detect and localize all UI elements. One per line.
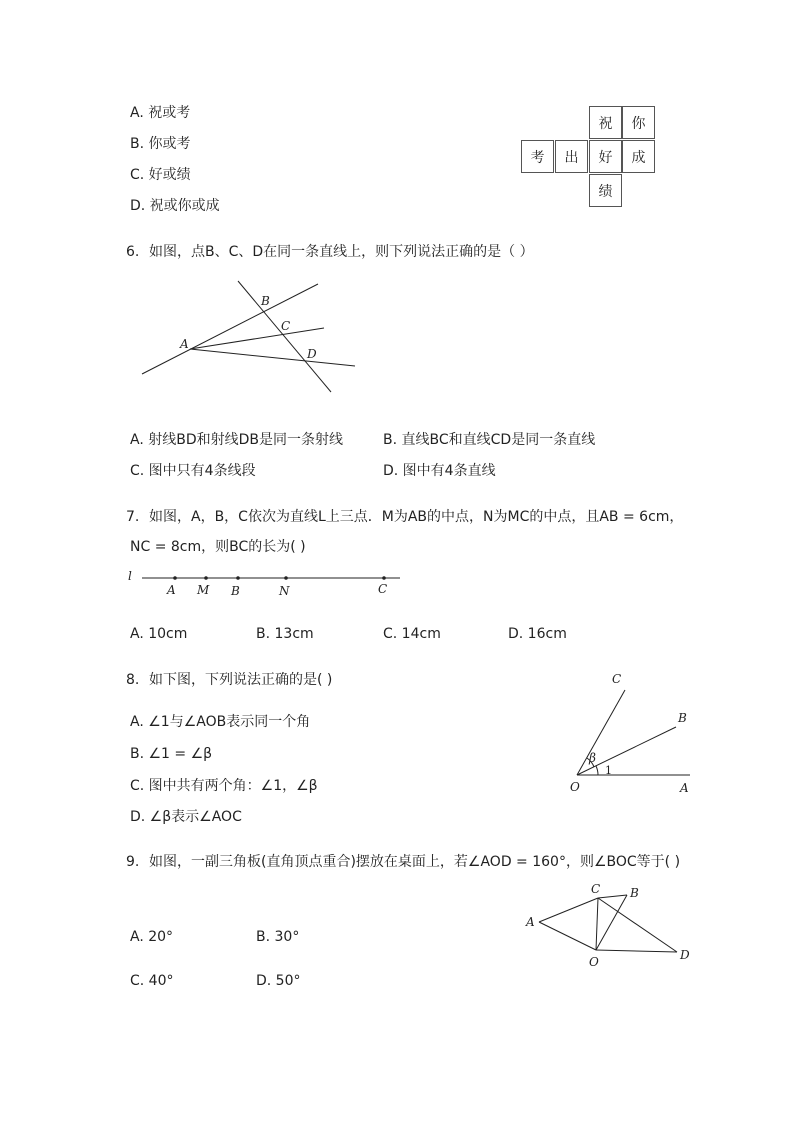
q9-number: 9. <box>126 854 140 870</box>
label-c: C <box>378 582 388 596</box>
label-d: D <box>680 948 690 962</box>
q8-option-c: C. 图中共有两个角：∠1，∠β <box>130 778 318 794</box>
q7-option-d: D. 16cm <box>508 626 567 642</box>
q7-stem-line1: 如图，A，B，C依次为直线L上三点．M为AB的中点，N为MC的中点，且AB = 6cm， <box>149 509 684 525</box>
label-o: O <box>589 955 599 969</box>
cube-cell: 好 <box>589 140 622 173</box>
q7-option-a: A. 10cm <box>130 626 188 642</box>
q5-option-c: C. 好或绩 <box>130 167 191 183</box>
label-b: B <box>231 584 240 598</box>
q7-stem-line2: NC = 8cm，则BC的长为( ) <box>130 539 306 555</box>
label-l: l <box>128 569 132 583</box>
q7-option-b: B. 13cm <box>256 626 314 642</box>
cube-cell: 出 <box>555 140 588 173</box>
q8-option-b: B. ∠1 = ∠β <box>130 746 213 762</box>
label-a: A <box>167 583 176 597</box>
label-a: A <box>180 337 189 351</box>
label-c: C <box>612 672 622 686</box>
q6-option-a: A. 射线BD和射线DB是同一条射线 <box>130 432 344 448</box>
q6-option-c: C. 图中只有4条线段 <box>130 463 256 479</box>
label-c: C <box>281 319 291 333</box>
q6-stem: 如图，点B、C、D在同一条直线上，则下列说法正确的是（ ） <box>149 244 534 260</box>
q7-number: 7. <box>126 509 140 525</box>
label-1: 1 <box>605 764 612 777</box>
label-beta: β <box>589 751 596 765</box>
label-a: A <box>526 915 535 929</box>
cube-cell: 祝 <box>589 106 622 139</box>
q6-option-b: B. 直线BC和直线CD是同一条直线 <box>383 432 596 448</box>
label-b: B <box>261 294 270 308</box>
q6-number: 6. <box>126 244 140 260</box>
label-a: A <box>680 781 689 795</box>
cube-cell: 成 <box>622 140 655 173</box>
q8-option-a: A. ∠1与∠AOB表示同一个角 <box>130 714 311 730</box>
label-o: O <box>570 780 580 794</box>
q5-option-d: D. 祝或你或成 <box>130 198 220 214</box>
q9-option-b: B. 30° <box>256 929 300 945</box>
q9-option-c: C. 40° <box>130 973 174 989</box>
q5-option-a: A. 祝或考 <box>130 105 191 121</box>
label-c: C <box>591 882 601 896</box>
cube-cell: 绩 <box>589 174 622 207</box>
label-n: N <box>279 584 290 598</box>
q6-option-d: D. 图中有4条直线 <box>383 463 496 479</box>
q8-option-d: D. ∠β表示∠AOC <box>130 809 242 825</box>
q8-number: 8. <box>126 672 140 688</box>
label-b: B <box>678 711 687 725</box>
label-b: B <box>630 886 639 900</box>
cube-cell: 你 <box>622 106 655 139</box>
q9-option-d: D. 50° <box>256 973 301 989</box>
q8-stem: 如下图，下列说法正确的是( ) <box>149 672 333 688</box>
cube-cell: 考 <box>521 140 554 173</box>
q7-option-c: C. 14cm <box>383 626 441 642</box>
label-m: M <box>197 583 210 597</box>
q9-stem: 如图，一副三角板(直角顶点重合)摆放在桌面上，若∠AOD = 160°，则∠BOC等于( ) <box>149 854 681 870</box>
q5-option-b: B. 你或考 <box>130 136 191 152</box>
q9-option-a: A. 20° <box>130 929 174 945</box>
label-d: D <box>307 347 317 361</box>
